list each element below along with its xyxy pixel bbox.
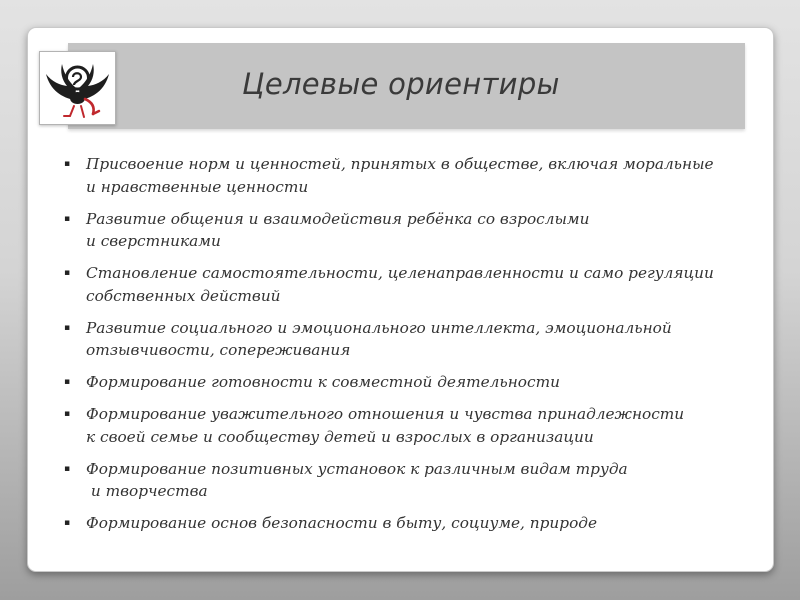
bullet-marker-icon: ▪ [64, 409, 71, 419]
bullet-text-line: Развитие социального и эмоционального интеллекта, эмоциональной [86, 318, 672, 337]
bullet-text-line: и нравственные ценности [86, 177, 309, 196]
slide-title: Целевые ориентиры [242, 67, 560, 101]
slide [27, 27, 774, 572]
bullet-marker-icon: ▪ [64, 268, 71, 278]
list-item [64, 262, 754, 307]
list-item [64, 317, 754, 362]
list-item [64, 403, 754, 448]
bullet-marker-icon: ▪ [64, 322, 71, 333]
bullet-text-line: Развитие общения и взаимодействия ребёнка со взрослыми [86, 209, 590, 228]
list-item [64, 512, 754, 535]
bullet-text-line: собственных действий [86, 286, 281, 305]
list-item [64, 458, 754, 503]
swan-emblem-icon [40, 52, 115, 124]
bullet-text-line: к своей семье и сообществу детей и взрослых в организации [86, 427, 594, 446]
bullet-text-line: Становление самостоятельности, целенаправленности и само регуляции [86, 264, 714, 282]
bullet-text-line: Присвоение норм и ценностей, принятых в обществе, включая моральные [86, 155, 714, 173]
bullet-marker-icon: ▪ [64, 518, 71, 528]
bullet-marker-icon: ▪ [64, 377, 71, 387]
logo [39, 51, 116, 125]
list-item [64, 153, 754, 198]
bullet-text-line: Формирование основ безопасности в быту, социуме, природе [86, 514, 598, 532]
bullet-text-line: Формирование уважительного отношения и чувства принадлежности [86, 405, 685, 423]
bullet-marker-icon: ▪ [64, 213, 71, 224]
bullet-marker-icon: ▪ [64, 463, 71, 474]
bullet-text-line: Формирование позитивных установок к различным видам труда [86, 459, 628, 478]
bullet-text-line: отзывчивости, сопереживания [86, 341, 351, 359]
title-bar [68, 43, 745, 129]
list-item [64, 371, 754, 394]
bullet-text-line: и сверстниками [86, 232, 221, 250]
bullet-list [64, 153, 754, 544]
list-item [64, 208, 754, 253]
bullet-marker-icon: ▪ [64, 159, 71, 169]
bullet-text-line: Формирование готовности к совместной деятельности [86, 373, 560, 391]
bullet-text-line: и творчества [86, 482, 208, 500]
